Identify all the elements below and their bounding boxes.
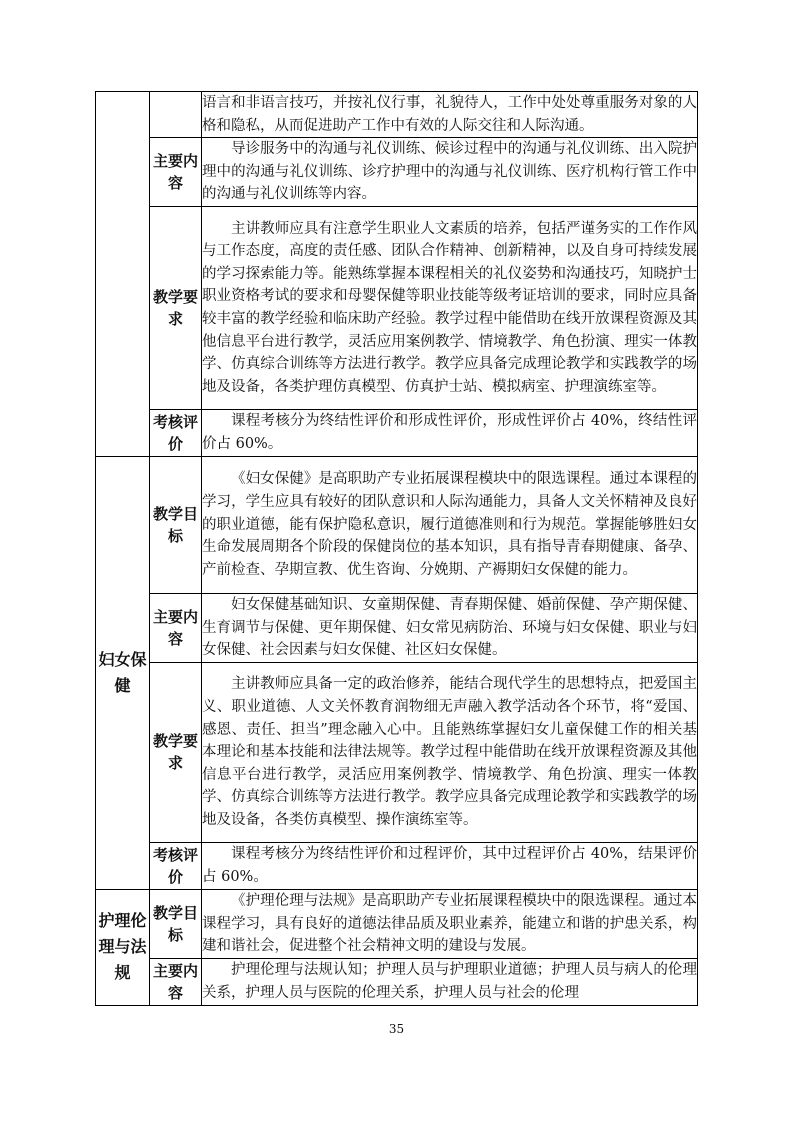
row-content xyxy=(202,409,698,456)
course-description-table xyxy=(95,91,698,1006)
row-content-text: 《护理伦理与法规》是高职助产专业拓展课程模块中的限选课程。通过本课程学习，具有良好的道德法律品质及职业素养，能建立和谐的护患关系，构建和谐社会，促进整个社会精神文明的建设与发展。 xyxy=(202,893,697,955)
course-name-cell: 妇女保健 xyxy=(96,456,150,889)
row-content-text: 妇女保健基础知识、女童期保健、青春期保健、婚前保健、孕产期保健、生育调节与保健、更年期保健、妇女常见病防治、环境与妇女保健、职业与妇女保健、社会因素与妇女保健、社区妇女保健。 xyxy=(202,597,697,659)
table-row xyxy=(96,409,698,456)
row-content xyxy=(202,958,698,1005)
row-content xyxy=(202,456,698,593)
row-content xyxy=(202,92,698,138)
row-content xyxy=(202,889,698,958)
row-content-text: 主讲教师应具有注意学生职业人文素质的培养，包括严谨务实的工作作风与工作态度，高度的责任感、团队合作精神、创新精神，以及自身可持续发展的学习探索能力等。能熟练掌握本课程相关的礼仪姿势和沟通技巧，知晓护士职业资格考试的要求和母婴保健等职业技能等级考证培训的要求，同时应具备较丰富的教学经验和临床助产经验。教学过程中能借助在线开放课程资源及其他信息平台进行教学，灵活应用案例教学、情境教学、角色扮演、理实一体教学、仿真综合训练等方法进行教学。教学应具备完成理论教学和实践教学的场地及设备，各类护理仿真模型、仿真护士站、模拟病室、护理演练室等。 xyxy=(202,220,697,395)
table-row xyxy=(96,138,698,207)
row-label: 考核评价 xyxy=(150,409,202,456)
row-content xyxy=(202,662,698,842)
course-name-cell xyxy=(96,92,150,457)
row-content-text: 课程考核分为终结性评价和形成性评价，形成性评价占 40%，终结性评价占 60%。 xyxy=(202,413,697,452)
table-row xyxy=(96,206,698,409)
course-name-cell: 护理伦理与法规 xyxy=(96,889,150,1005)
row-content-text: 护理伦理与法规认知；护理人员与护理职业道德；护理人员与病人的伦理关系，护理人员与医院的伦理关系，护理人员与社会的伦理 xyxy=(202,962,697,1001)
row-content xyxy=(202,593,698,662)
table-row xyxy=(96,958,698,1005)
row-label: 考核评价 xyxy=(150,842,202,889)
table-row xyxy=(96,889,698,958)
row-content xyxy=(202,206,698,409)
row-content-text: 《妇女保健》是高职助产专业拓展课程模块中的限选课程。通过本课程的学习，学生应具有较好的团队意识和人际沟通能力，具备人文关怀精神及良好的职业道德，能有保护隐私意识，履行道德准则和行为规范。掌握能够胜妇女生命发展周期各个阶段的保健岗位的基本知识，具有指导青春期健康、备孕、产前检查、孕期宣教、优生咨询、分娩期、产褥期妇女保健的能力。 xyxy=(202,471,697,578)
row-label: 教学要求 xyxy=(150,206,202,409)
row-label: 教学目标 xyxy=(150,889,202,958)
row-label: 主要内容 xyxy=(150,958,202,1005)
table-row xyxy=(96,593,698,662)
table-row xyxy=(96,842,698,889)
row-label: 主要内容 xyxy=(150,138,202,207)
table-row xyxy=(96,92,698,138)
row-label: 主要内容 xyxy=(150,593,202,662)
row-label xyxy=(150,92,202,138)
row-label: 教学目标 xyxy=(150,456,202,593)
table-row xyxy=(96,456,698,593)
row-content-text: 主讲教师应具备一定的政治修养，能结合现代学生的思想特点，把爱国主义、职业道德、人文关怀教育润物细无声融入教学活动各个环节，将“爱国、感恩、责任、担当”理念融入心中。且能熟练掌握妇女儿童保健工作的相关基本理论和基本技能和法律法规等。教学过程中能借助在线开放课程资源及其他信息平台进行教学，灵活应用案例教学、情境教学、角色扮演、理实一体教学、仿真综合训练等方法进行教学。教学应具备完成理论教学和实践教学的场地及设备，各类仿真模型、操作演练室等。 xyxy=(202,676,697,828)
row-label: 教学要求 xyxy=(150,662,202,842)
row-content-text: 课程考核分为终结性评价和过程评价，其中过程评价占 40%，结果评价占 60%。 xyxy=(202,846,697,885)
row-content xyxy=(202,842,698,889)
row-content-text: 语言和非语言技巧，并按礼仪行事，礼貌待人，工作中处处尊重服务对象的人格和隐私，从而促进助产工作中有效的人际交往和人际沟通。 xyxy=(202,95,697,134)
page-number: 35 xyxy=(388,1022,405,1036)
row-content xyxy=(202,138,698,207)
table-row xyxy=(96,662,698,842)
row-content-text: 导诊服务中的沟通与礼仪训练、候诊过程中的沟通与礼仪训练、出入院护理中的沟通与礼仪训练、诊疗护理中的沟通与礼仪训练、医疗机构行管工作中的沟通与礼仪训练等内容。 xyxy=(202,141,697,203)
